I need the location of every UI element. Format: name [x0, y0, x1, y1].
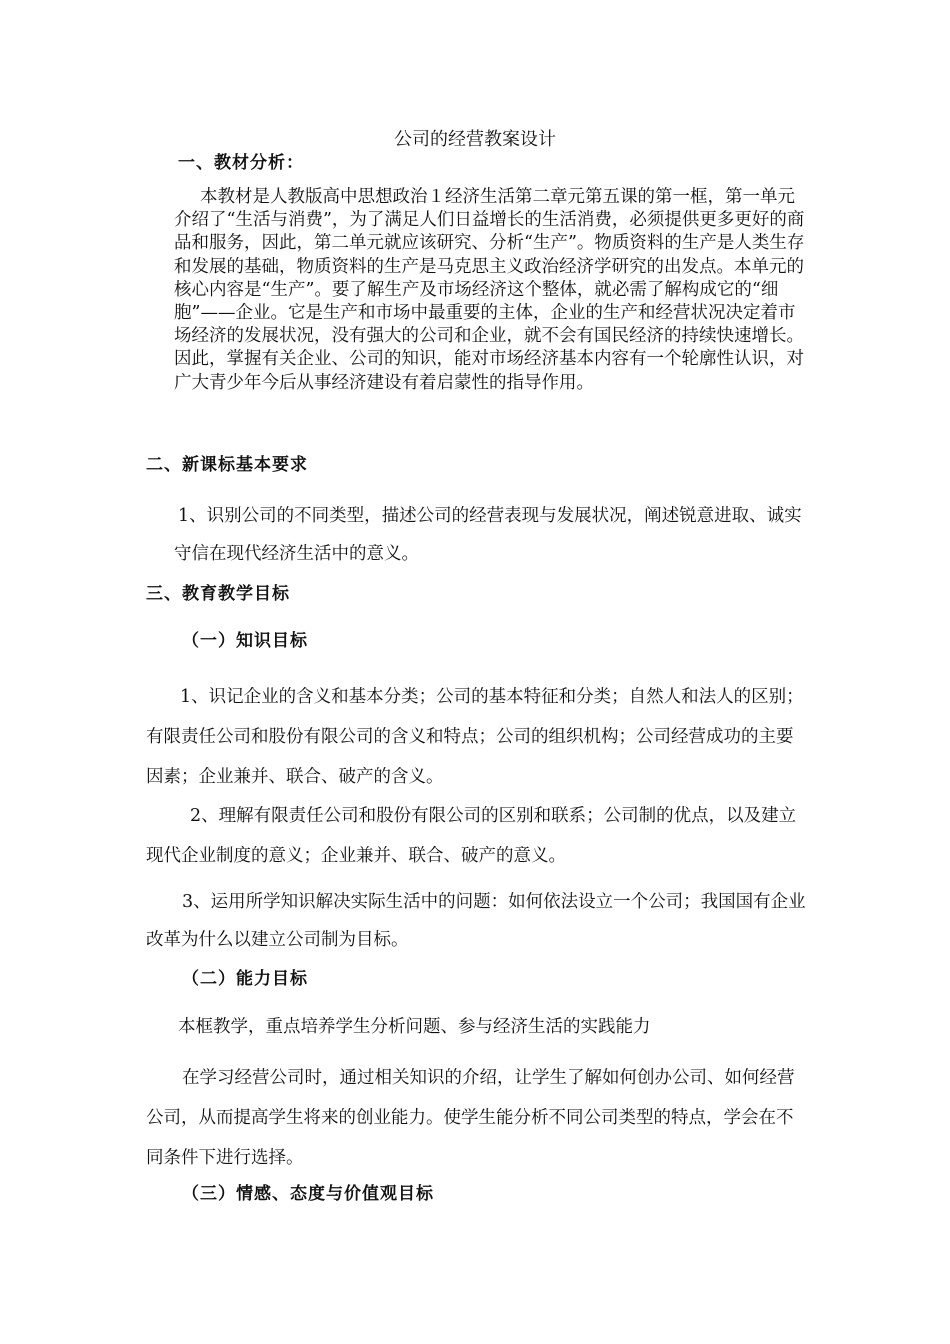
knowledge-goal-item: 1、识记企业的含义和基本分类；公司的基本特征和分类；自然人和法人的区别；有限责任公司和股份有限公司的含义和特点；公司的组织机构；公司经营成功的主要因素；企业兼并、联合、破产的含义。: [146, 687, 804, 787]
subheading-ability-goals: （二）能力目标: [182, 969, 308, 989]
section-heading-curriculum-requirements: 二、新课标基本要求: [146, 455, 308, 475]
ability-goal-item: 本框教学，重点培养学生分析问题、参与经济生活的实践能力: [178, 1017, 651, 1037]
section-heading-teaching-goals: 三、教育教学目标: [146, 584, 290, 604]
subheading-knowledge-goals: （一）知识目标: [182, 631, 308, 651]
ability-goal-item: 在学习经营公司时，通过相关知识的介绍，让学生了解如何创办公司、如何经营公司，从而提高学生将来的创业能力。使学生能分析不同公司类型的特点，学会在不同条件下进行选择。: [146, 1068, 795, 1168]
document-title: 公司的经营教案设计: [394, 129, 556, 150]
knowledge-goal-item: 3、运用所学知识解决实际生活中的问题：如何依法设立一个公司；我国国有企业改革为什么以建立公司制为目标。: [146, 892, 806, 950]
section-heading-textbook-analysis: 一、教材分析：: [178, 153, 304, 173]
curriculum-requirement-paragraph: 1、识别公司的不同类型，描述公司的经营表现与发展状况，阐述锐意进取、诚实守信在现代经济生活中的意义。: [174, 506, 802, 564]
textbook-analysis-paragraph: 本教材是人教版高中思想政治１经济生活第二章元第五课的第一框，第一单元介绍了“生活与消费”，为了满足人们日益增长的生活消费，必须提供更多更好的商品和服务，因此，第二单元就应该研究、分析“生产”。物质资料的生产是人类生存和发展的基础，物质资料的生产是马克思主义政治经济学研究的出发点。本单元的核心内容是“生产”。要了解生产及市场经济这个整体，就必需了解构成它的“细胞”——企业。它是生产和市场中最重要的主体，企业的生产和经营状况决定着市场经济的发展状况，没有强大的公司和企业，就不会有国民经济的持续快速增长。因此，掌握有关企业、公司的知识，能对市场经济基本内容有一个轮廓性认识，对广大青少年今后从事经济建设有着启蒙性的指导作用。: [174, 187, 805, 393]
subheading-emotion-values-goals: （三）情感、态度与价值观目标: [182, 1184, 434, 1204]
knowledge-goal-item: 2、理解有限责任公司和股份有限公司的区别和联系；公司制的优点，以及建立现代企业制度的意义；企业兼并、联合、破产的意义。: [146, 806, 797, 866]
